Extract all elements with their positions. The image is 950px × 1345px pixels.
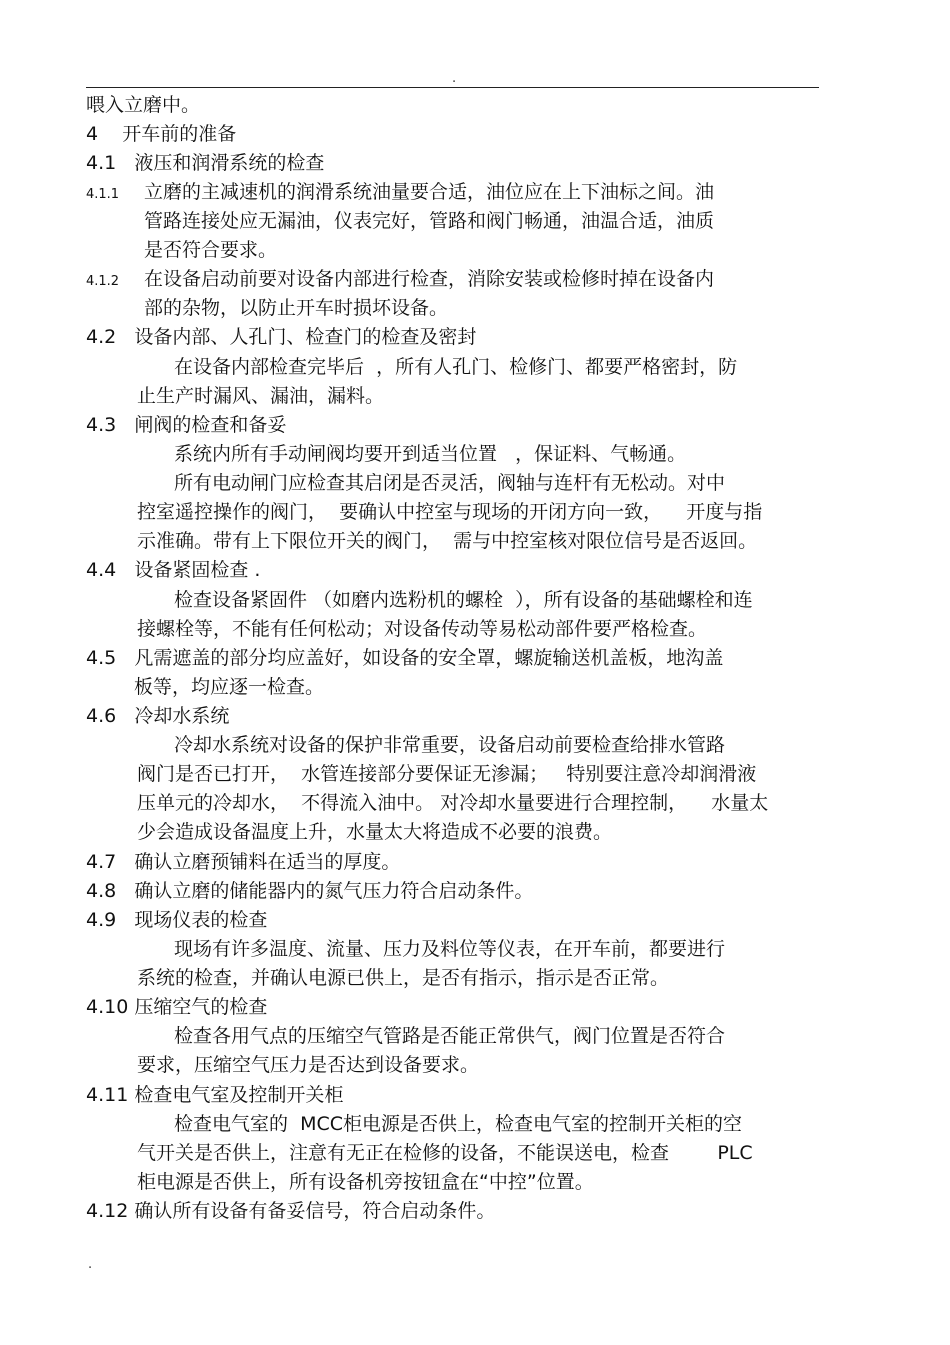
text-line (86, 1083, 343, 1107)
text-line (174, 1112, 742, 1136)
line-text: 系统内所有手动闸阀均要开到适当位置 ，保证料、气畅通。 (174, 443, 687, 465)
line-text: 少会造成设备温度上升，水量太大将造成不必要的浪费。 (137, 821, 613, 843)
line-text: 检查各用气点的压缩空气管路是否能正常供气，阀门位置是否符合 (174, 1025, 726, 1047)
text-line (137, 791, 768, 815)
line-text: 柜电源是否供上，所有设备机旁按钮盒在“中控”位置。 (137, 1171, 594, 1193)
text-line (174, 937, 725, 961)
line-text: 系统的检查，并确认电源已供上，是否有指示，指示是否正常。 (137, 967, 670, 989)
text-line (86, 151, 324, 175)
line-text: 4.8 确认立磨的储能器内的氮气压力符合启动条件。 (86, 880, 534, 902)
line-text: 管路连接处应无漏油，仪表完好，管路和阀门畅通，油温合适，油质 (144, 210, 715, 232)
text-line (86, 646, 723, 670)
text-line (86, 325, 476, 349)
text-line (144, 238, 277, 262)
text-line (144, 296, 448, 320)
line-text: 检查设备紧固件 （如磨内选粉机的螺栓 ），所有设备的基础螺栓和连 (174, 589, 753, 611)
line-text: 立磨的主减速机的润滑系统油量要合适，油位应在上下油标之间。油 (144, 181, 715, 203)
header-mark: . (452, 71, 457, 86)
text-line (144, 209, 714, 233)
line-text: 4.12 确认所有设备有备妥信号，符合启动条件。 (86, 1200, 496, 1222)
footer-mark: . (88, 1257, 93, 1272)
text-line (86, 180, 714, 207)
line-text: 4.1 液压和润滑系统的检查 (86, 152, 325, 174)
text-line (137, 384, 384, 408)
line-text: 要求，压缩空气压力是否达到设备要求。 (137, 1054, 480, 1076)
text-line (174, 733, 725, 757)
text-line (174, 588, 753, 612)
line-text: 4.6 冷却水系统 (86, 705, 230, 727)
text-line (137, 762, 756, 786)
text-line (137, 500, 762, 524)
text-line (86, 122, 236, 146)
text-line (174, 1024, 725, 1048)
line-text: 止生产时漏风、漏油，漏料。 (137, 385, 385, 407)
text-line (86, 850, 400, 874)
line-text: 喂入立磨中。 (86, 94, 201, 116)
line-text: 4.4 设备紧固检查 . (86, 559, 261, 581)
line-text: 4.7 确认立磨预铺料在适当的厚度。 (86, 851, 401, 873)
line-text: 控室遥控操作的阀门， 要确认中控室与现场的开闭方向一致， 开度与指 (137, 501, 763, 523)
line-text: 压单元的冷却水， 不得流入油中。 对冷却水量要进行合理控制， 水量太 (137, 792, 769, 814)
text-line (174, 442, 686, 466)
section-number: 4.1.1 (86, 187, 120, 202)
line-text: 阀门是否已打开， 水管连接部分要保证无渗漏； 特别要注意冷却润滑液 (137, 763, 757, 785)
line-text: 接螺栓等，不能有任何松动；对设备传动等易松动部件要严格检查。 (137, 618, 708, 640)
text-line (86, 558, 260, 582)
line-text: 示准确。带有上下限位开关的阀门， 需与中控室核对限位信号是否返回。 (137, 530, 758, 552)
text-line (174, 471, 725, 495)
text-line (134, 675, 324, 699)
line-text: 在设备内部检查完毕后 ，所有人孔门、检修门、都要严格密封，防 (174, 356, 738, 378)
text-line (174, 355, 737, 379)
text-line (86, 908, 267, 932)
text-line (86, 1199, 495, 1223)
line-text: 4.9 现场仪表的检查 (86, 909, 268, 931)
text-line (86, 995, 267, 1019)
section-number: 4.1.2 (86, 274, 120, 289)
line-text: 部的杂物，以防止开车时损坏设备。 (144, 297, 449, 319)
line-text: 所有电动闸门应检查其启闭是否灵活，阀轴与连杆有无松动。对中 (174, 472, 726, 494)
text-line (137, 1170, 594, 1194)
line-text: 现场有许多温度、流量、压力及料位等仪表，在开车前，都要进行 (174, 938, 726, 960)
line-text: 气开关是否供上，注意有无正在检修的设备，不能误送电，检查 PLC (137, 1142, 753, 1164)
text-line (86, 879, 533, 903)
line-text: 4.5 凡需遮盖的部分均应盖好，如设备的安全罩，螺旋输送机盖板，地沟盖 (86, 647, 724, 669)
line-text: 4.2 设备内部、人孔门、检查门的检查及密封 (86, 326, 477, 348)
line-text: 4.10 压缩空气的检查 (86, 996, 268, 1018)
line-text: 检查电气室的 MCC柜电源是否供上，检查电气室的控制开关柜的空 (174, 1113, 743, 1135)
text-line (86, 93, 200, 117)
text-line (137, 617, 707, 641)
line-text: 4.11 检查电气室及控制开关柜 (86, 1084, 344, 1106)
line-text: 是否符合要求。 (144, 239, 278, 261)
text-line (86, 413, 286, 437)
line-text: 冷却水系统对设备的保护非常重要，设备启动前要检查给排水管路 (174, 734, 726, 756)
header-rule (86, 87, 819, 88)
text-line (86, 267, 714, 294)
line-text: 4 开车前的准备 (86, 123, 237, 145)
line-text: 板等，均应逐一检查。 (134, 676, 325, 698)
text-line (137, 529, 757, 553)
text-line (137, 1141, 753, 1165)
text-line (137, 820, 612, 844)
line-text: 在设备启动前要对设备内部进行检查，消除安装或检修时掉在设备内 (144, 268, 715, 290)
text-line (137, 966, 669, 990)
text-line (86, 704, 229, 728)
line-text: 4.3 闸阀的检查和备妥 (86, 414, 287, 436)
text-line (137, 1053, 479, 1077)
